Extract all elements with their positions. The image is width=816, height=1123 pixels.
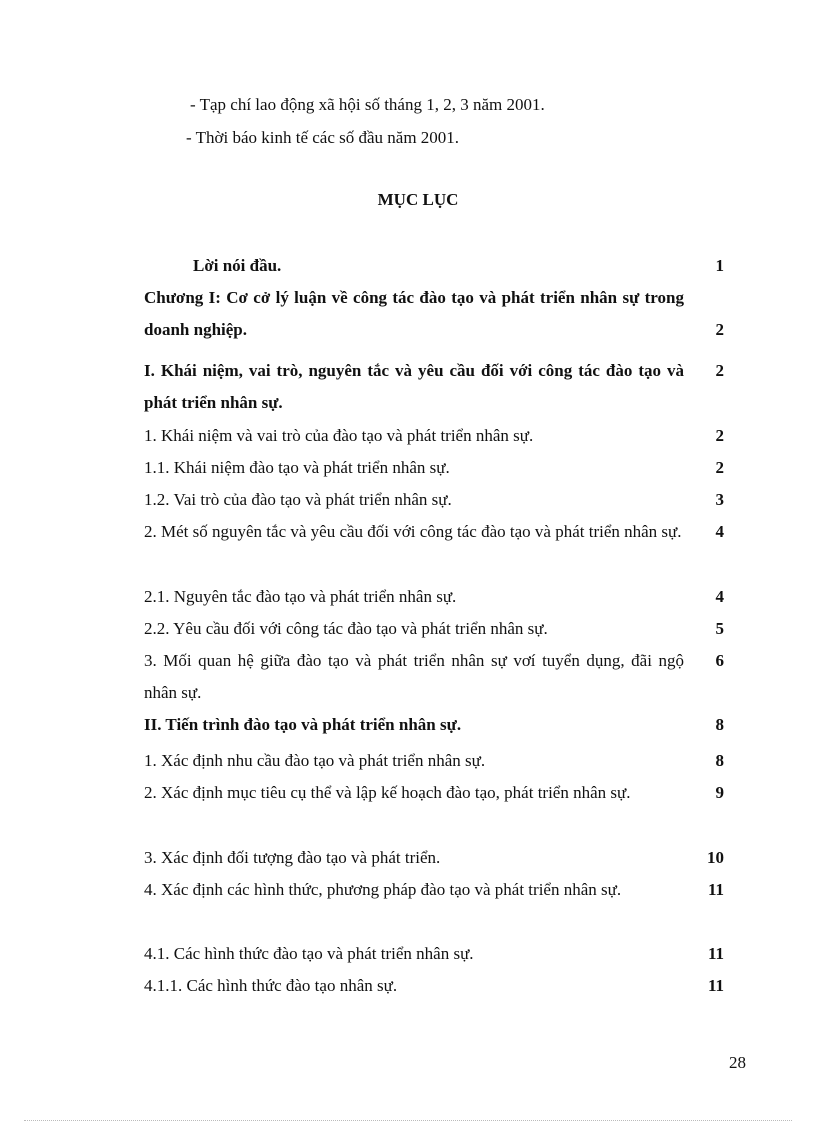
toc-title: MỤC LỤC — [377, 190, 459, 209]
toc-entry-page: 11 — [707, 880, 724, 899]
toc-entry-page: 3 — [715, 490, 724, 509]
toc-entry — [144, 282, 724, 346]
toc-entry-text: 1.2. Vai trò của đào tạo và phát triển nhân sự. — [144, 490, 452, 509]
toc-entry-page: 10 — [707, 848, 724, 867]
toc-entry-page: 5 — [715, 619, 724, 638]
toc-entry-text: 2. Xác định mục tiêu cụ thể và lập kế hoạch đào tạo, phát triển nhân sự. — [144, 783, 631, 802]
toc-entry-page: 6 — [715, 651, 724, 670]
toc-entry-text: 4.1.1. Các hình thức đào tạo nhân sự. — [144, 976, 398, 995]
footer-divider — [24, 1120, 792, 1121]
reference-line-2: - Thời báo kinh tế các số đầu năm 2001. — [186, 128, 460, 147]
toc-entry — [144, 581, 724, 613]
toc-entry-text: 2. Mét số nguyên tắc và yêu cầu đối với công tác đào tạo và phát triển nhân sự. — [144, 522, 682, 541]
toc-entry-text: Chương I: Cơ cở lý luận về công tác đào tạo và phát triển nhân sự trong doanh nghiệp. — [144, 288, 684, 339]
toc-entry — [144, 842, 724, 874]
toc-entry-page: 8 — [715, 715, 724, 734]
toc-entry-text: 2.2. Yêu cầu đối với công tác đào tạo và phát triển nhân sự. — [144, 619, 548, 638]
toc-entry — [144, 250, 724, 282]
toc-entry — [144, 938, 724, 970]
toc-entry — [144, 420, 724, 452]
toc-entry-text: I. Khái niệm, vai trò, nguyên tắc và yêu cầu đối với công tác đào tạo và phát triển nhân sự. — [144, 361, 684, 412]
toc-entry-page: 2 — [715, 361, 724, 380]
toc-entry-page: 9 — [715, 783, 724, 802]
reference-line-1: - Tạp chí lao động xã hội số tháng 1, 2, 3 năm 2001. — [190, 95, 545, 114]
toc-entry-page: 2 — [715, 426, 724, 445]
toc-entry-text: 4. Xác định các hình thức, phương pháp đào tạo và phát triển nhân sự. — [144, 880, 622, 899]
toc-entry-page: 11 — [707, 944, 724, 963]
toc-entry-text: 2.1. Nguyên tắc đào tạo và phát triển nhân sự. — [144, 587, 457, 606]
toc-entry-text: 1. Xác định nhu cầu đào tạo và phát triển nhân sự. — [144, 751, 486, 770]
toc-entry-page: 1 — [715, 256, 724, 275]
toc-entry-text: 1. Khái niệm và vai trò của đào tạo và phát triển nhân sự. — [144, 426, 534, 445]
toc-entry — [144, 777, 724, 809]
toc-entry-page: 4 — [715, 587, 724, 606]
toc-entry — [144, 874, 724, 906]
toc-entry — [144, 484, 724, 516]
toc-entry-text: 3. Mối quan hệ giữa đào tạo và phát triển nhân sự vơí tuyển dụng, đãi ngộ nhân sự. — [144, 651, 684, 702]
toc-entry-text: 3. Xác định đối tượng đào tạo và phát triển. — [144, 848, 441, 867]
toc-entry-page: 11 — [707, 976, 724, 995]
toc-entry-text: 1.1. Khái niệm đào tạo và phát triển nhân sự. — [144, 458, 450, 477]
toc-entry-text: 4.1. Các hình thức đào tạo và phát triển nhân sự. — [144, 944, 474, 963]
toc-entry-page: 8 — [715, 751, 724, 770]
page-number: 28 — [729, 1053, 746, 1072]
toc-entry — [144, 516, 724, 548]
toc-entry-text: II. Tiến trình đào tạo và phát triển nhân sự. — [144, 715, 462, 734]
toc-entry — [144, 613, 724, 645]
toc-entry — [144, 745, 724, 777]
toc-entry-text: Lời nói đầu. — [193, 256, 282, 275]
toc-entry-page: 4 — [715, 522, 724, 541]
toc-entry — [144, 970, 724, 1002]
toc-entry — [144, 645, 724, 709]
toc-entry — [144, 452, 724, 484]
toc-entry — [144, 355, 724, 419]
toc-entry-page: 2 — [715, 320, 724, 339]
toc-entry-page: 2 — [715, 458, 724, 477]
toc-entry — [144, 709, 724, 741]
